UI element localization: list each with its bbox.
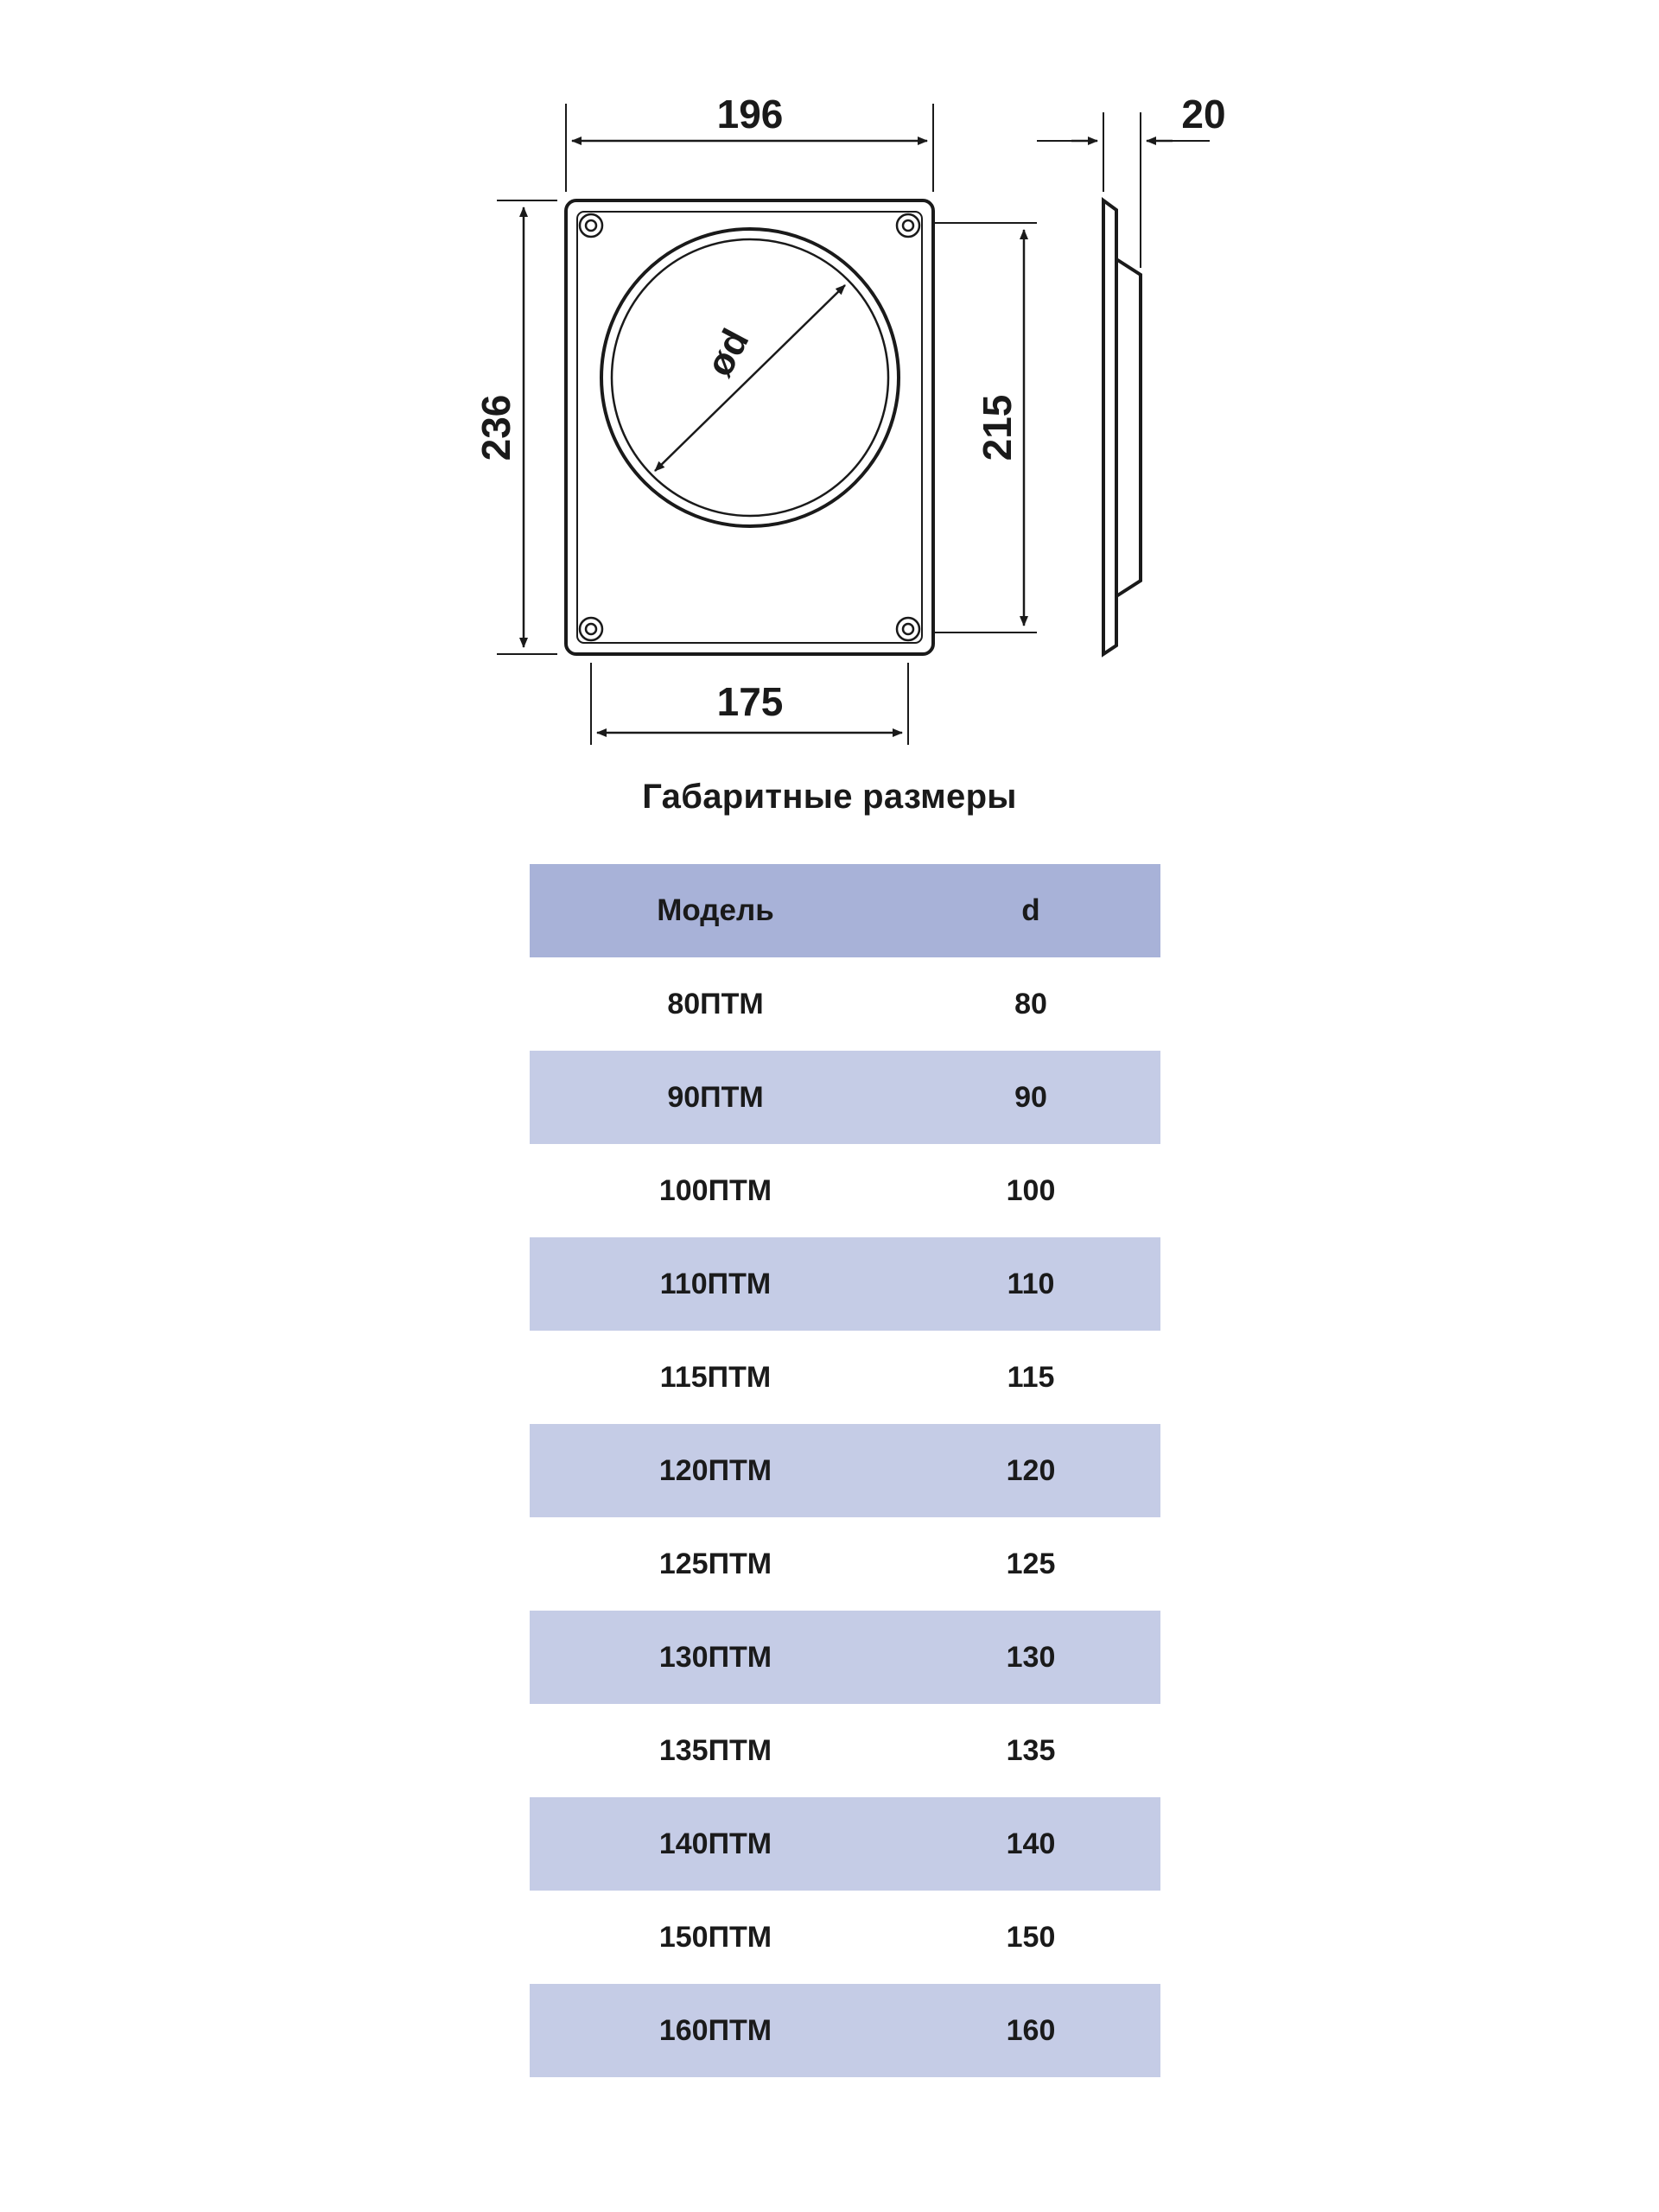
- cell-model: 125ПТМ: [530, 1517, 901, 1611]
- cell-d: 135: [901, 1704, 1160, 1797]
- front-view-plate: [566, 200, 933, 654]
- cell-model: 115ПТМ: [530, 1331, 901, 1424]
- cell-model: 80ПТМ: [530, 957, 901, 1051]
- cell-model: 135ПТМ: [530, 1704, 901, 1797]
- column-header-model: Модель: [530, 864, 901, 957]
- column-header-d: d: [901, 864, 1160, 957]
- table-row: [530, 1051, 1160, 1144]
- table-row: [530, 1331, 1160, 1424]
- cell-model: 120ПТМ: [530, 1424, 901, 1517]
- table-row: [530, 1237, 1160, 1331]
- cell-d: 130: [901, 1611, 1160, 1704]
- side-view-plate: [1103, 200, 1141, 654]
- cell-d: 140: [901, 1797, 1160, 1891]
- cell-d: 150: [901, 1891, 1160, 1984]
- table-row: [530, 1891, 1160, 1984]
- cell-model: 150ПТМ: [530, 1891, 901, 1984]
- table-row: [530, 1984, 1160, 2077]
- cell-model: 90ПТМ: [530, 1051, 901, 1144]
- table-title: Габаритные размеры: [642, 778, 1017, 816]
- dimensions-table: [530, 864, 1160, 2077]
- table-row: [530, 957, 1160, 1051]
- dim-label-175: 175: [716, 679, 784, 724]
- table-header-row: [530, 864, 1160, 957]
- dim-label-196: 196: [716, 92, 784, 137]
- dimensions-table-wrap: [530, 864, 1160, 2077]
- cell-d: 90: [901, 1051, 1160, 1144]
- cell-model: 160ПТМ: [530, 1984, 901, 2077]
- table-row: [530, 1424, 1160, 1517]
- dim-label-236: 236: [474, 394, 518, 461]
- cell-model: 130ПТМ: [530, 1611, 901, 1704]
- dim-label-215: 215: [975, 394, 1020, 461]
- cell-d: 115: [901, 1331, 1160, 1424]
- cell-d: 160: [901, 1984, 1160, 2077]
- table-row: [530, 1797, 1160, 1891]
- dim-label-diameter: ød: [697, 321, 758, 384]
- table-row: [530, 1144, 1160, 1237]
- table-row: [530, 1517, 1160, 1611]
- cell-d: 110: [901, 1237, 1160, 1331]
- cell-model: 100ПТМ: [530, 1144, 901, 1237]
- cell-d: 125: [901, 1517, 1160, 1611]
- table-row: [530, 1704, 1160, 1797]
- dim-label-20: 20: [1181, 92, 1226, 137]
- cell-d: 80: [901, 957, 1160, 1051]
- cell-model: 140ПТМ: [530, 1797, 901, 1891]
- cell-model: 110ПТМ: [530, 1237, 901, 1331]
- cell-d: 100: [901, 1144, 1160, 1237]
- table-row: [530, 1611, 1160, 1704]
- technical-drawing: [0, 0, 1659, 778]
- cell-d: 120: [901, 1424, 1160, 1517]
